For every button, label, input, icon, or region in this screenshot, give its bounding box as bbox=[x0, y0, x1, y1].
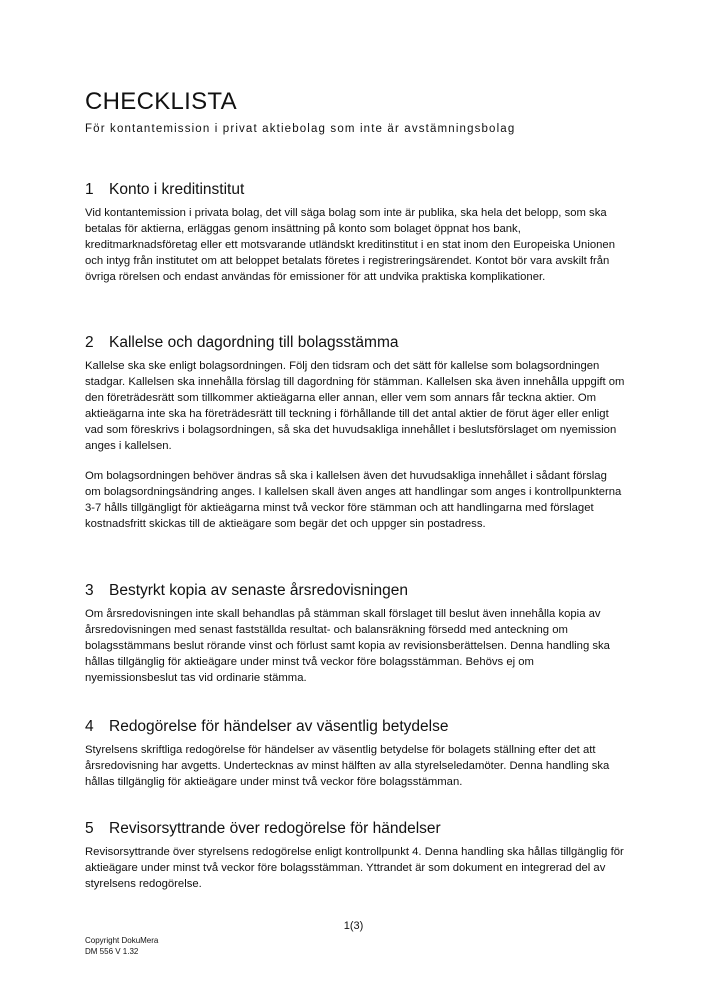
section-number: 2 bbox=[85, 334, 94, 351]
section-number: 3 bbox=[85, 582, 94, 599]
section-title: Bestyrkt kopia av senaste årsredovisningen bbox=[109, 582, 408, 599]
section-title: Redogörelse för händelser av väsentlig betydelse bbox=[109, 718, 449, 735]
section-paragraph: Styrelsens skriftliga redogörelse för händelser av väsentlig betydelse för bolagets ställning efter det att årsredovisning har avgetts. Undertecknas av minst hälften av alla styrelseledamöter. Denna handling ska hållas tillgänglig för aktieägare under minst två veckor före bolagsstämman. bbox=[85, 744, 610, 789]
section-heading bbox=[85, 582, 625, 600]
document-id: DM 556 V 1.32 bbox=[85, 946, 139, 956]
section-5 bbox=[85, 820, 625, 905]
section-paragraph: Om bolagsordningen behöver ändras så ska i kallelsen även det huvudsakliga innehållet i sådant förslag om bolagsordningsändring anges. I kallelsen skall även anges att handlingar som anges i kontrollpunkterna 3-7 hålls tillgängligt för aktieägarna minst två veckor före stämman och att handlingarna med förslaget kostnadsfritt skickas till de aktieägare som begär det och uppger sin postadress. bbox=[85, 469, 622, 530]
section-1 bbox=[85, 181, 625, 298]
section-4 bbox=[85, 718, 625, 803]
section-number: 5 bbox=[85, 820, 94, 837]
section-heading bbox=[85, 718, 625, 736]
section-title: Kallelse och dagordning till bolagsstämma bbox=[109, 334, 399, 351]
document-subtitle: För kontantemission i privat aktiebolag som inte är avstämningsbolag bbox=[85, 123, 516, 135]
document-title: CHECKLISTA bbox=[85, 88, 237, 115]
section-2 bbox=[85, 334, 625, 545]
copyright-text: Copyright DokuMera bbox=[85, 936, 159, 945]
section-heading bbox=[85, 334, 625, 352]
section-number: 4 bbox=[85, 718, 94, 735]
section-paragraph: Vid kontantemission i privata bolag, det vill säga bolag som inte är publika, ska hela det belopp, som ska betalas för aktierna, erläggas genom insättning på konto som bolaget öppnat hos bank, kreditmarknadsföretag eller ett motsvarande utländskt kreditinstitut i en stat inom den Europeiska Unionen och intyg från institutet om att beloppet betalats företes i registreringsärendet. Kontot bör vara avskilt från övriga rörelsen och endast användas för emissioner för att undvika praktiska komplikationer. bbox=[85, 207, 615, 284]
section-heading bbox=[85, 181, 625, 199]
section-title: Konto i kreditinstitut bbox=[109, 181, 245, 198]
section-paragraph: Kallelse ska ske enligt bolagsordningen. Följ den tidsram och det sätt för kallelse som bolagsordningen stadgar. Kallelsen ska innehålla förslag till dagordning för stämman. Kallelsen ska även innehålla uppgift om den företrädesrätt som tillkommer aktieägarna eller annan, eller vem som annars får teckna aktier. Om aktieägarna inte ska ha företrädesrätt till teckning i förhållande till det antal aktier de förut äger eller enligt vad som föreskrivs i bolagsordningen, så ska det huvudsakliga innehållet i beslutsförslaget om nyemission anges i kallelsen. bbox=[85, 360, 625, 453]
section-paragraph: Om årsredovisningen inte skall behandlas på stämman skall förslaget till beslut även innehålla kopia av årsredovisningen med senast fastställda resultat- och balansräkning försedd med anteckning om bolagsstämmans beslut rörande vinst och förlust samt kopia av revisionsberättelsen. Denna handling ska hållas tillgänglig för aktieägare under minst två veckor före bolagsstämman. Behövs ej om nyemissionsbeslut tas vid ordinarie stämma. bbox=[85, 608, 610, 685]
copyright-block bbox=[85, 936, 158, 957]
section-heading bbox=[85, 820, 625, 838]
section-number: 1 bbox=[85, 181, 94, 198]
section-paragraph: Revisorsyttrande över styrelsens redogörelse enligt kontrollpunkt 4. Denna handling ska hållas tillgänglig för aktieägare under minst två veckor före bolagsstämman. Yttrandet är som dokument en integrerad del av styrelsens redogörelse. bbox=[85, 846, 624, 891]
section-title: Revisorsyttrande över redogörelse för händelser bbox=[109, 820, 441, 837]
page-number: 1(3) bbox=[343, 920, 364, 932]
section-3 bbox=[85, 582, 625, 699]
